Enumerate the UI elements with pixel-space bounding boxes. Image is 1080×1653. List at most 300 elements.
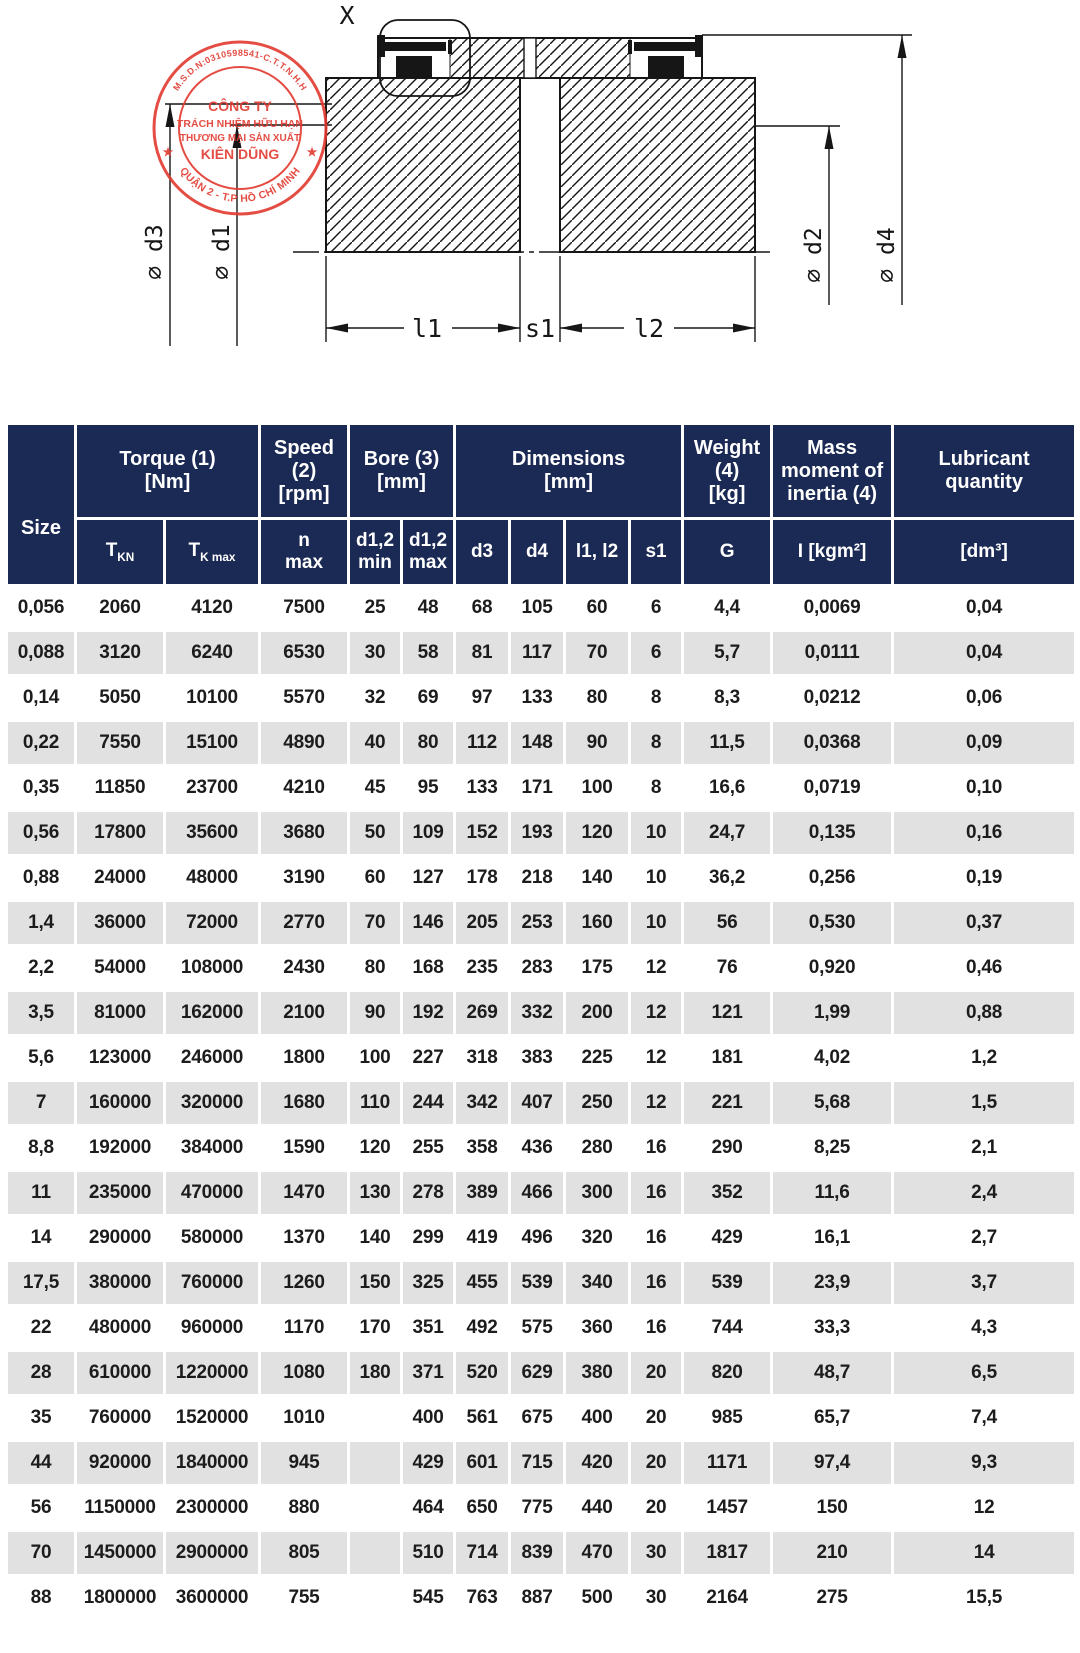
table-cell: 1080 — [261, 1352, 347, 1394]
table-cell: 235 — [456, 947, 508, 989]
table-cell: 130 — [350, 1172, 400, 1214]
table-cell: 60 — [350, 857, 400, 899]
table-cell: 6,5 — [894, 1352, 1074, 1394]
table-cell: 120 — [350, 1127, 400, 1169]
teeth-right — [648, 56, 684, 78]
table-cell: 100 — [566, 767, 628, 809]
table-cell: 4,02 — [773, 1037, 891, 1079]
table-cell: 95 — [403, 767, 453, 809]
table-cell: 470 — [566, 1532, 628, 1574]
table-cell: 28 — [8, 1352, 74, 1394]
table-cell: 54000 — [77, 947, 163, 989]
group-dimensions-line1: Dimensions — [511, 448, 626, 470]
table-row — [8, 587, 1074, 629]
table-cell: 496 — [511, 1217, 563, 1259]
table-cell: 545 — [403, 1577, 453, 1619]
table-cell: 2770 — [261, 902, 347, 944]
table-cell: 227 — [403, 1037, 453, 1079]
table-cell: 352 — [684, 1172, 770, 1214]
table-cell: 152 — [456, 812, 508, 854]
table-cell: 250 — [566, 1082, 628, 1124]
table-cell: 150 — [773, 1487, 891, 1529]
table-cell: 0,0111 — [773, 632, 891, 674]
table-cell: 58 — [403, 632, 453, 674]
table-cell: 192000 — [77, 1127, 163, 1169]
col-header-d4: d4 — [511, 520, 563, 584]
table-cell: 12 — [631, 947, 681, 989]
table-cell: 6240 — [166, 632, 258, 674]
spec-table — [5, 422, 1077, 1622]
dim-label-s1: s1 — [524, 314, 556, 343]
stamp-line4: KIÊN DŨNG — [200, 146, 280, 162]
table-cell: 5,7 — [684, 632, 770, 674]
table-cell: 1457 — [684, 1487, 770, 1529]
table-cell: 1450000 — [77, 1532, 163, 1574]
table-cell: 4,4 — [684, 587, 770, 629]
table-cell: 36,2 — [684, 857, 770, 899]
table-cell: 2100 — [261, 992, 347, 1034]
table-cell: 11850 — [77, 767, 163, 809]
spec-table-body — [8, 587, 1074, 1619]
table-cell: 16 — [631, 1127, 681, 1169]
table-cell: 510 — [403, 1532, 453, 1574]
coupling-drawing-svg — [0, 0, 1080, 404]
table-cell: 269 — [456, 992, 508, 1034]
dim-d2-arrow — [825, 126, 834, 149]
group-lubricant-line1: Lubricant — [938, 448, 1030, 470]
table-cell: 140 — [350, 1217, 400, 1259]
table-cell: 244 — [403, 1082, 453, 1124]
table-cell: 1680 — [261, 1082, 347, 1124]
group-dimensions-line2: [mm] — [544, 471, 593, 493]
table-cell: 3120 — [77, 632, 163, 674]
dim-l2-arrow-left — [560, 324, 582, 333]
table-cell: 171 — [511, 767, 563, 809]
group-header-weight — [684, 425, 770, 517]
table-cell: 12 — [631, 1037, 681, 1079]
table-row — [8, 1262, 1074, 1304]
table-cell: 1220000 — [166, 1352, 258, 1394]
stamp-arc-bottom: QUẬN 2 - T.P HỒ CHÍ MINH — [177, 165, 303, 206]
table-cell: 15,5 — [894, 1577, 1074, 1619]
table-cell: 300 — [566, 1172, 628, 1214]
table-cell: 7 — [8, 1082, 74, 1124]
table-cell: 16 — [631, 1172, 681, 1214]
table-cell: 6 — [631, 632, 681, 674]
table-cell: 1800000 — [77, 1577, 163, 1619]
table-cell: 180 — [350, 1352, 400, 1394]
table-cell: 601 — [456, 1442, 508, 1484]
table-cell: 80 — [403, 722, 453, 764]
dim-l1-arrow-right — [498, 324, 520, 333]
table-cell: 480000 — [77, 1307, 163, 1349]
table-cell: 127 — [403, 857, 453, 899]
d12min-line2: min — [358, 552, 392, 573]
col-header-d12max — [403, 520, 453, 584]
dim-label-d1: ∅ d1 — [209, 224, 235, 280]
table-cell: 12 — [894, 1487, 1074, 1529]
table-cell: 90 — [566, 722, 628, 764]
col-header-nmax — [261, 520, 347, 584]
table-cell: 48,7 — [773, 1352, 891, 1394]
table-cell: 45 — [350, 767, 400, 809]
table-cell: 16,6 — [684, 767, 770, 809]
group-speed-line2: [rpm] — [278, 482, 330, 505]
table-cell: 4120 — [166, 587, 258, 629]
group-speed-line1: Speed (2) — [274, 436, 335, 482]
stamp-line2: TRÁCH NHIỆM HỮU HẠN — [177, 118, 303, 130]
table-cell: 1520000 — [166, 1397, 258, 1439]
table-cell — [350, 1487, 400, 1529]
table-cell: 2,2 — [8, 947, 74, 989]
table-cell: 70 — [8, 1532, 74, 1574]
table-cell: 715 — [511, 1442, 563, 1484]
table-cell: 775 — [511, 1487, 563, 1529]
table-cell: 429 — [403, 1442, 453, 1484]
table-cell: 887 — [511, 1577, 563, 1619]
detail-label: X — [339, 1, 355, 30]
table-cell: 7550 — [77, 722, 163, 764]
d12max-line2: max — [409, 552, 448, 573]
sleeve-center-slit — [524, 38, 536, 78]
table-cell: 117 — [511, 632, 563, 674]
table-cell: 0,14 — [8, 677, 74, 719]
table-cell: 120 — [566, 812, 628, 854]
spec-table-section — [0, 422, 1080, 1622]
col-header-d12min — [350, 520, 400, 584]
table-row — [8, 1217, 1074, 1259]
group-inertia-line3: inertia (4) — [787, 482, 878, 505]
table-cell: 221 — [684, 1082, 770, 1124]
table-cell: 30 — [631, 1532, 681, 1574]
dim-l2-arrow-right — [733, 324, 755, 333]
table-cell: 7,4 — [894, 1397, 1074, 1439]
group-header-torque — [77, 425, 258, 517]
coupling-drawing-section — [0, 0, 1080, 404]
col-header-lub-unit: [dm³] — [894, 520, 1074, 584]
table-cell: 100 — [350, 1037, 400, 1079]
table-cell: 1260 — [261, 1262, 347, 1304]
stamp-star-left: ★ — [162, 145, 174, 159]
d12min-line1: d1,2 — [356, 530, 395, 552]
table-cell: 464 — [403, 1487, 453, 1529]
table-cell: 299 — [403, 1217, 453, 1259]
table-cell: 140 — [566, 857, 628, 899]
group-header-bore — [350, 425, 453, 517]
table-row — [8, 1352, 1074, 1394]
table-cell: 218 — [511, 857, 563, 899]
table-cell: 407 — [511, 1082, 563, 1124]
table-cell: 805 — [261, 1532, 347, 1574]
table-cell: 0,19 — [894, 857, 1074, 899]
table-cell: 30 — [631, 1577, 681, 1619]
group-header-lubricant — [894, 425, 1074, 517]
table-cell: 400 — [566, 1397, 628, 1439]
table-cell: 332 — [511, 992, 563, 1034]
table-cell: 1,4 — [8, 902, 74, 944]
table-cell: 500 — [566, 1577, 628, 1619]
table-cell: 2,1 — [894, 1127, 1074, 1169]
table-cell: 16,1 — [773, 1217, 891, 1259]
table-cell: 1590 — [261, 1127, 347, 1169]
col-header-tkmax — [166, 520, 258, 584]
table-cell: 56 — [684, 902, 770, 944]
table-cell: 162000 — [166, 992, 258, 1034]
table-cell: 6 — [631, 587, 681, 629]
table-cell: 351 — [403, 1307, 453, 1349]
table-cell: 20 — [631, 1442, 681, 1484]
table-cell: 0,0719 — [773, 767, 891, 809]
table-row — [8, 677, 1074, 719]
table-cell: 1817 — [684, 1532, 770, 1574]
teeth-left — [396, 56, 432, 78]
table-cell: 3680 — [261, 812, 347, 854]
table-cell: 4210 — [261, 767, 347, 809]
table-cell: 68 — [456, 587, 508, 629]
table-cell: 97,4 — [773, 1442, 891, 1484]
table-cell: 44 — [8, 1442, 74, 1484]
table-row — [8, 1127, 1074, 1169]
table-cell: 1150000 — [77, 1487, 163, 1529]
table-cell: 110 — [350, 1082, 400, 1124]
table-cell: 436 — [511, 1127, 563, 1169]
table-cell: 121 — [684, 992, 770, 1034]
table-cell: 22 — [8, 1307, 74, 1349]
table-cell: 16 — [631, 1307, 681, 1349]
dim-l1-arrow-left — [326, 324, 348, 333]
table-cell: 2060 — [77, 587, 163, 629]
table-cell: 11,5 — [684, 722, 770, 764]
table-cell: 14 — [8, 1217, 74, 1259]
table-cell: 25 — [350, 587, 400, 629]
table-cell: 629 — [511, 1352, 563, 1394]
table-cell: 65,7 — [773, 1397, 891, 1439]
table-cell: 255 — [403, 1127, 453, 1169]
table-cell: 0,56 — [8, 812, 74, 854]
stamp-star-right: ★ — [306, 145, 318, 159]
table-cell: 320 — [566, 1217, 628, 1259]
table-cell: 5570 — [261, 677, 347, 719]
table-cell: 4,3 — [894, 1307, 1074, 1349]
table-cell: 320000 — [166, 1082, 258, 1124]
table-cell: 10 — [631, 812, 681, 854]
table-row — [8, 1442, 1074, 1484]
table-cell: 0,135 — [773, 812, 891, 854]
table-cell: 10 — [631, 857, 681, 899]
table-row — [8, 1307, 1074, 1349]
table-cell: 48 — [403, 587, 453, 629]
table-cell: 192 — [403, 992, 453, 1034]
table-cell: 283 — [511, 947, 563, 989]
table-cell: 0,46 — [894, 947, 1074, 989]
table-cell: 380 — [566, 1352, 628, 1394]
table-cell: 744 — [684, 1307, 770, 1349]
table-cell: 0,88 — [894, 992, 1074, 1034]
table-cell: 246000 — [166, 1037, 258, 1079]
table-cell: 389 — [456, 1172, 508, 1214]
table-cell: 8,25 — [773, 1127, 891, 1169]
table-cell: 12 — [631, 1082, 681, 1124]
table-cell: 6530 — [261, 632, 347, 674]
table-cell: 280 — [566, 1127, 628, 1169]
table-cell: 210 — [773, 1532, 891, 1574]
table-cell: 945 — [261, 1442, 347, 1484]
table-cell: 325 — [403, 1262, 453, 1304]
table-cell: 440 — [566, 1487, 628, 1529]
table-cell: 400 — [403, 1397, 453, 1439]
table-cell: 178 — [456, 857, 508, 899]
table-cell: 16 — [631, 1217, 681, 1259]
table-cell: 80 — [350, 947, 400, 989]
table-cell: 160000 — [77, 1082, 163, 1124]
hub-left — [326, 78, 520, 252]
table-cell: 1,2 — [894, 1037, 1074, 1079]
table-cell: 24000 — [77, 857, 163, 899]
table-cell: 985 — [684, 1397, 770, 1439]
table-cell: 235000 — [77, 1172, 163, 1214]
table-cell: 960000 — [166, 1307, 258, 1349]
dim-d3-arrow — [166, 104, 175, 127]
table-cell: 23,9 — [773, 1262, 891, 1304]
table-cell: 35600 — [166, 812, 258, 854]
tkmax-sub: K max — [200, 550, 236, 564]
sleeve-hatch — [450, 38, 630, 78]
table-cell: 455 — [456, 1262, 508, 1304]
table-cell: 80 — [566, 677, 628, 719]
dim-label-d4: ∅ d4 — [874, 227, 900, 283]
table-cell: 763 — [456, 1577, 508, 1619]
table-cell: 539 — [511, 1262, 563, 1304]
table-cell: 3600000 — [166, 1577, 258, 1619]
table-row — [8, 812, 1074, 854]
table-row — [8, 1037, 1074, 1079]
table-cell: 2,7 — [894, 1217, 1074, 1259]
dim-label-l1: l1 — [411, 314, 443, 343]
table-cell: 2430 — [261, 947, 347, 989]
table-cell: 470000 — [166, 1172, 258, 1214]
table-cell: 60 — [566, 587, 628, 629]
table-cell: 383 — [511, 1037, 563, 1079]
table-cell: 318 — [456, 1037, 508, 1079]
table-cell: 170 — [350, 1307, 400, 1349]
table-cell: 17,5 — [8, 1262, 74, 1304]
table-cell: 50 — [350, 812, 400, 854]
table-cell: 580000 — [166, 1217, 258, 1259]
table-row — [8, 902, 1074, 944]
table-cell: 1171 — [684, 1442, 770, 1484]
table-cell — [350, 1577, 400, 1619]
table-row — [8, 722, 1074, 764]
table-cell: 11,6 — [773, 1172, 891, 1214]
table-cell: 5,68 — [773, 1082, 891, 1124]
table-cell: 81000 — [77, 992, 163, 1034]
col-header-inertia-unit: I [kgm²] — [773, 520, 891, 584]
table-cell: 1470 — [261, 1172, 347, 1214]
group-weight-line3: [kg] — [708, 482, 746, 505]
table-cell: 420 — [566, 1442, 628, 1484]
company-stamp — [154, 42, 326, 214]
table-cell: 0,35 — [8, 767, 74, 809]
table-row — [8, 632, 1074, 674]
table-cell: 30 — [350, 632, 400, 674]
table-row — [8, 1082, 1074, 1124]
table-cell: 290 — [684, 1127, 770, 1169]
table-cell: 9,3 — [894, 1442, 1074, 1484]
table-cell: 133 — [456, 767, 508, 809]
col-header-s1: s1 — [631, 520, 681, 584]
table-cell: 2900000 — [166, 1532, 258, 1574]
table-cell: 123000 — [77, 1037, 163, 1079]
table-cell: 36000 — [77, 902, 163, 944]
tkn-main: T — [105, 539, 118, 561]
table-cell: 0,0069 — [773, 587, 891, 629]
table-cell: 5050 — [77, 677, 163, 719]
table-cell: 181 — [684, 1037, 770, 1079]
table-cell: 520 — [456, 1352, 508, 1394]
table-cell: 3190 — [261, 857, 347, 899]
table-row — [8, 947, 1074, 989]
table-row — [8, 992, 1074, 1034]
table-row — [8, 767, 1074, 809]
table-cell: 1,99 — [773, 992, 891, 1034]
table-cell: 360 — [566, 1307, 628, 1349]
table-cell: 90 — [350, 992, 400, 1034]
stamp-line1: CÔNG TY — [208, 98, 272, 114]
table-cell: 492 — [456, 1307, 508, 1349]
table-cell: 8 — [631, 677, 681, 719]
table-cell: 160 — [566, 902, 628, 944]
table-cell — [350, 1442, 400, 1484]
group-bore-line2: [mm] — [377, 471, 426, 493]
table-cell: 0,920 — [773, 947, 891, 989]
table-cell: 429 — [684, 1217, 770, 1259]
table-cell: 0,0368 — [773, 722, 891, 764]
table-row — [8, 1577, 1074, 1619]
dim-label-d2: ∅ d2 — [801, 227, 827, 283]
group-weight-line2: (4) — [714, 459, 740, 482]
table-cell: 20 — [631, 1352, 681, 1394]
table-cell: 650 — [456, 1487, 508, 1529]
table-cell: 0,530 — [773, 902, 891, 944]
nmax-line1: n — [298, 530, 310, 552]
table-cell: 340 — [566, 1262, 628, 1304]
table-cell: 15100 — [166, 722, 258, 764]
table-cell: 1170 — [261, 1307, 347, 1349]
table-cell: 290000 — [77, 1217, 163, 1259]
table-cell: 76 — [684, 947, 770, 989]
table-cell: 10 — [631, 902, 681, 944]
table-cell: 205 — [456, 902, 508, 944]
table-cell: 24,7 — [684, 812, 770, 854]
table-cell: 384000 — [166, 1127, 258, 1169]
col-header-l1l2: l1, l2 — [566, 520, 628, 584]
group-header-speed — [261, 425, 347, 517]
table-cell: 7500 — [261, 587, 347, 629]
table-cell: 0,16 — [894, 812, 1074, 854]
table-cell: 35 — [8, 1397, 74, 1439]
table-cell: 2300000 — [166, 1487, 258, 1529]
table-cell: 820 — [684, 1352, 770, 1394]
table-cell: 3,5 — [8, 992, 74, 1034]
table-cell: 0,256 — [773, 857, 891, 899]
table-cell: 146 — [403, 902, 453, 944]
table-cell: 920000 — [77, 1442, 163, 1484]
table-cell: 380000 — [77, 1262, 163, 1304]
table-cell: 12 — [631, 992, 681, 1034]
table-cell: 70 — [566, 632, 628, 674]
table-row — [8, 1397, 1074, 1439]
stamp-arc-top: M.S.D.N:0310598541-C.T.T.N.H.H — [171, 47, 309, 93]
